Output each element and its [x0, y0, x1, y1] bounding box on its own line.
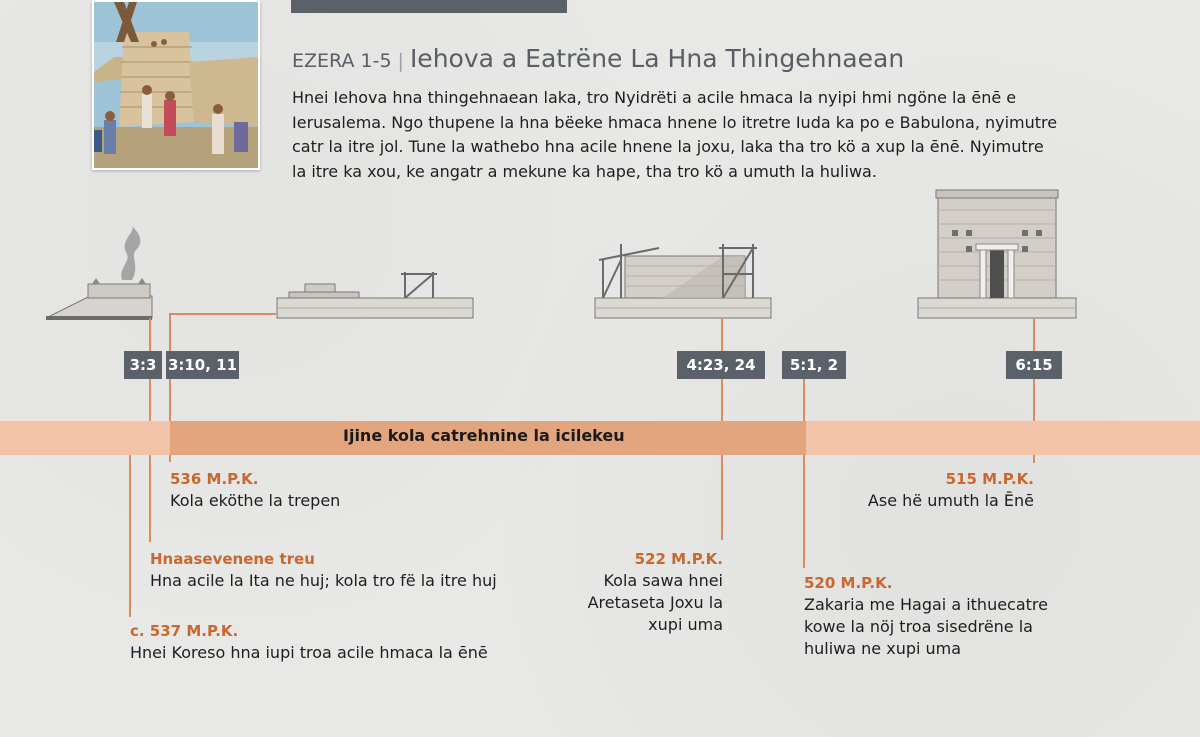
- badge-6-15: 6:15: [1006, 351, 1062, 379]
- timeline-label: Ijine kola catrehnine la icilekeu: [343, 426, 625, 445]
- event-date: 515 M.P.K.: [945, 470, 1034, 488]
- page-heading: [292, 44, 904, 73]
- event-520: [804, 572, 1048, 660]
- connector-3-10-horizontal: [169, 313, 276, 315]
- event-text: Ase hë umuth la Ēnē: [867, 491, 1034, 510]
- event-date: Hnaasevenene treu: [150, 550, 315, 568]
- event-text-line: xupi uma: [648, 615, 723, 634]
- partial-temple-illustration: [593, 238, 773, 322]
- header-bar: [291, 0, 567, 13]
- event-text: Kola eköthe la trepen: [170, 491, 341, 510]
- event-515: [868, 468, 1034, 512]
- event-text-line: Kola sawa hnei: [603, 571, 723, 590]
- completed-temple-illustration: [916, 186, 1078, 322]
- event-text-line: Zakaria me Hagai a ithuecatre: [804, 595, 1048, 614]
- event-text-line: kowe la nöj troa sisedrëne la: [804, 617, 1033, 636]
- badge-4-23-24: 4:23, 24: [677, 351, 765, 379]
- event-text-line: Aretaseta Joxu la: [587, 593, 723, 612]
- event-522: [588, 548, 723, 636]
- scripture-reference: EZERA 1-5: [292, 50, 392, 72]
- event-text: Hna acile la Ita ne huj; kola tro fë la itre huj: [150, 571, 497, 590]
- event-text: Hnei Koreso hna iupi troa acile hmaca la ēnē: [130, 643, 488, 662]
- badge-5-1-2: 5:1, 2: [782, 351, 846, 379]
- event-537: [130, 620, 488, 664]
- event-date: 522 M.P.K.: [634, 550, 723, 568]
- rebuilding-photo: [92, 0, 260, 170]
- connector-5-1: [803, 378, 805, 568]
- event-536: [170, 468, 340, 512]
- foundation-illustration: [275, 262, 475, 322]
- event-second-year: [150, 548, 497, 592]
- badge-3-10-11: 3:10, 11: [166, 351, 239, 379]
- page-title: Iehova a Eatrëne La Hna Thingehnaean: [409, 44, 905, 73]
- event-date: 536 M.P.K.: [170, 470, 259, 488]
- heading-separator: |: [397, 50, 404, 72]
- event-date: c. 537 M.P.K.: [130, 622, 239, 640]
- event-date: 520 M.P.K.: [804, 574, 893, 592]
- event-text-line: huliwa ne xupi uma: [804, 639, 962, 658]
- badge-3-3: 3:3: [124, 351, 162, 379]
- altar-illustration: [40, 222, 160, 322]
- intro-paragraph: Hnei Iehova hna thingehnaean laka, tro Nyidrëti a acile hmaca la nyipi hmi ngöne la ēnē e Ierusalema. Ngo thupene la hna bëeke hmaca hnene lo itretre Iuda ka po e Babulona, nyimutre catr la itre jol. Tune la wathebo hna acile hnene la joxu, laka tha tro kö a xup la ēnē. Nyimutre la itre ka xou, ke angatr a mekune ka hape, tha tro kö a umuth la huliwa.: [292, 88, 1058, 181]
